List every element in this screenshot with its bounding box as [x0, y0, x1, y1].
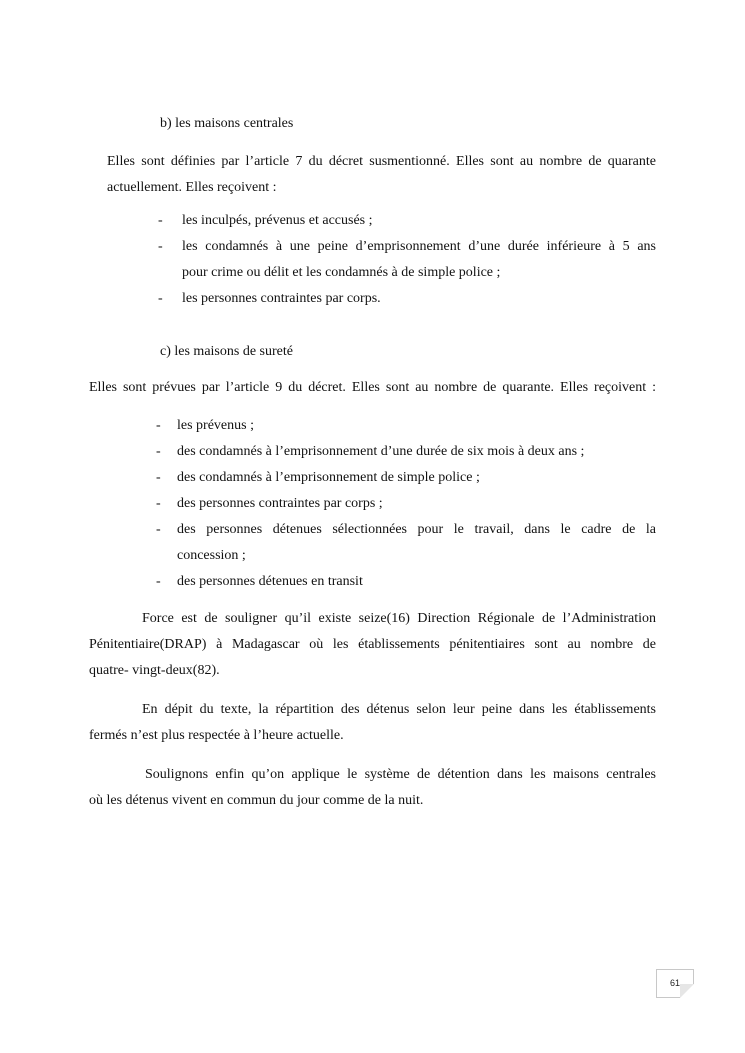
list-bullet: -: [156, 470, 161, 485]
paragraph-line: quatre- vingt-deux(82).: [89, 663, 220, 678]
list-item: des personnes détenues en transit: [177, 574, 363, 589]
paragraph-line: En dépit du texte, la répartition des détenus selon leur peine dans les établissements: [142, 702, 656, 717]
paragraph-line: Pénitentiaire(DRAP) à Madagascar où les établissements pénitentiaires sont au nombre de: [89, 637, 656, 652]
list-item: des personnes contraintes par corps ;: [177, 496, 383, 511]
section-c-intro: Elles sont prévues par l’article 9 du décret. Elles sont au nombre de quarante. Elles reçoivent :: [89, 380, 656, 395]
list-bullet: -: [158, 213, 163, 228]
list-item: les prévenus ;: [177, 418, 254, 433]
paragraph-line: où les détenus vivent en commun du jour comme de la nuit.: [89, 793, 424, 808]
list-bullet: -: [156, 574, 161, 589]
section-b-heading: b) les maisons centrales: [160, 116, 294, 131]
section-b-intro-line: Elles sont définies par l’article 7 du décret susmentionné. Elles sont au nombre de quarante: [107, 154, 656, 169]
list-bullet: -: [156, 496, 161, 511]
list-item: les condamnés à une peine d’emprisonnement d’une durée inférieure à 5 ans: [182, 239, 656, 254]
page-number: [656, 969, 694, 998]
paragraph-line: fermés n’est plus respectée à l’heure actuelle.: [89, 728, 344, 743]
list-item-continuation: concession ;: [177, 548, 246, 563]
page-number-text: 61: [669, 978, 680, 988]
paragraph-line: Force est de souligner qu’il existe seize(16) Direction Régionale de l’Administration: [142, 611, 656, 626]
list-item: des condamnés à l’emprisonnement d’une durée de six mois à deux ans ;: [177, 444, 585, 459]
list-bullet: -: [156, 522, 161, 537]
list-bullet: -: [156, 418, 161, 433]
section-b-intro-line: actuellement. Elles reçoivent :: [107, 180, 277, 195]
list-item: des condamnés à l’emprisonnement de simple police ;: [177, 470, 480, 485]
section-c-heading: c) les maisons de sureté: [160, 344, 293, 359]
list-bullet: -: [156, 444, 161, 459]
list-bullet: -: [158, 291, 163, 306]
paragraph-line: Soulignons enfin qu’on applique le système de détention dans les maisons centrales: [145, 767, 656, 782]
list-item-continuation: pour crime ou délit et les condamnés à de simple police ;: [182, 265, 501, 280]
list-bullet: -: [158, 239, 163, 254]
list-item: les personnes contraintes par corps.: [182, 291, 381, 306]
list-item: les inculpés, prévenus et accusés ;: [182, 213, 373, 228]
list-item: des personnes détenues sélectionnées pour le travail, dans le cadre de la: [177, 522, 656, 537]
